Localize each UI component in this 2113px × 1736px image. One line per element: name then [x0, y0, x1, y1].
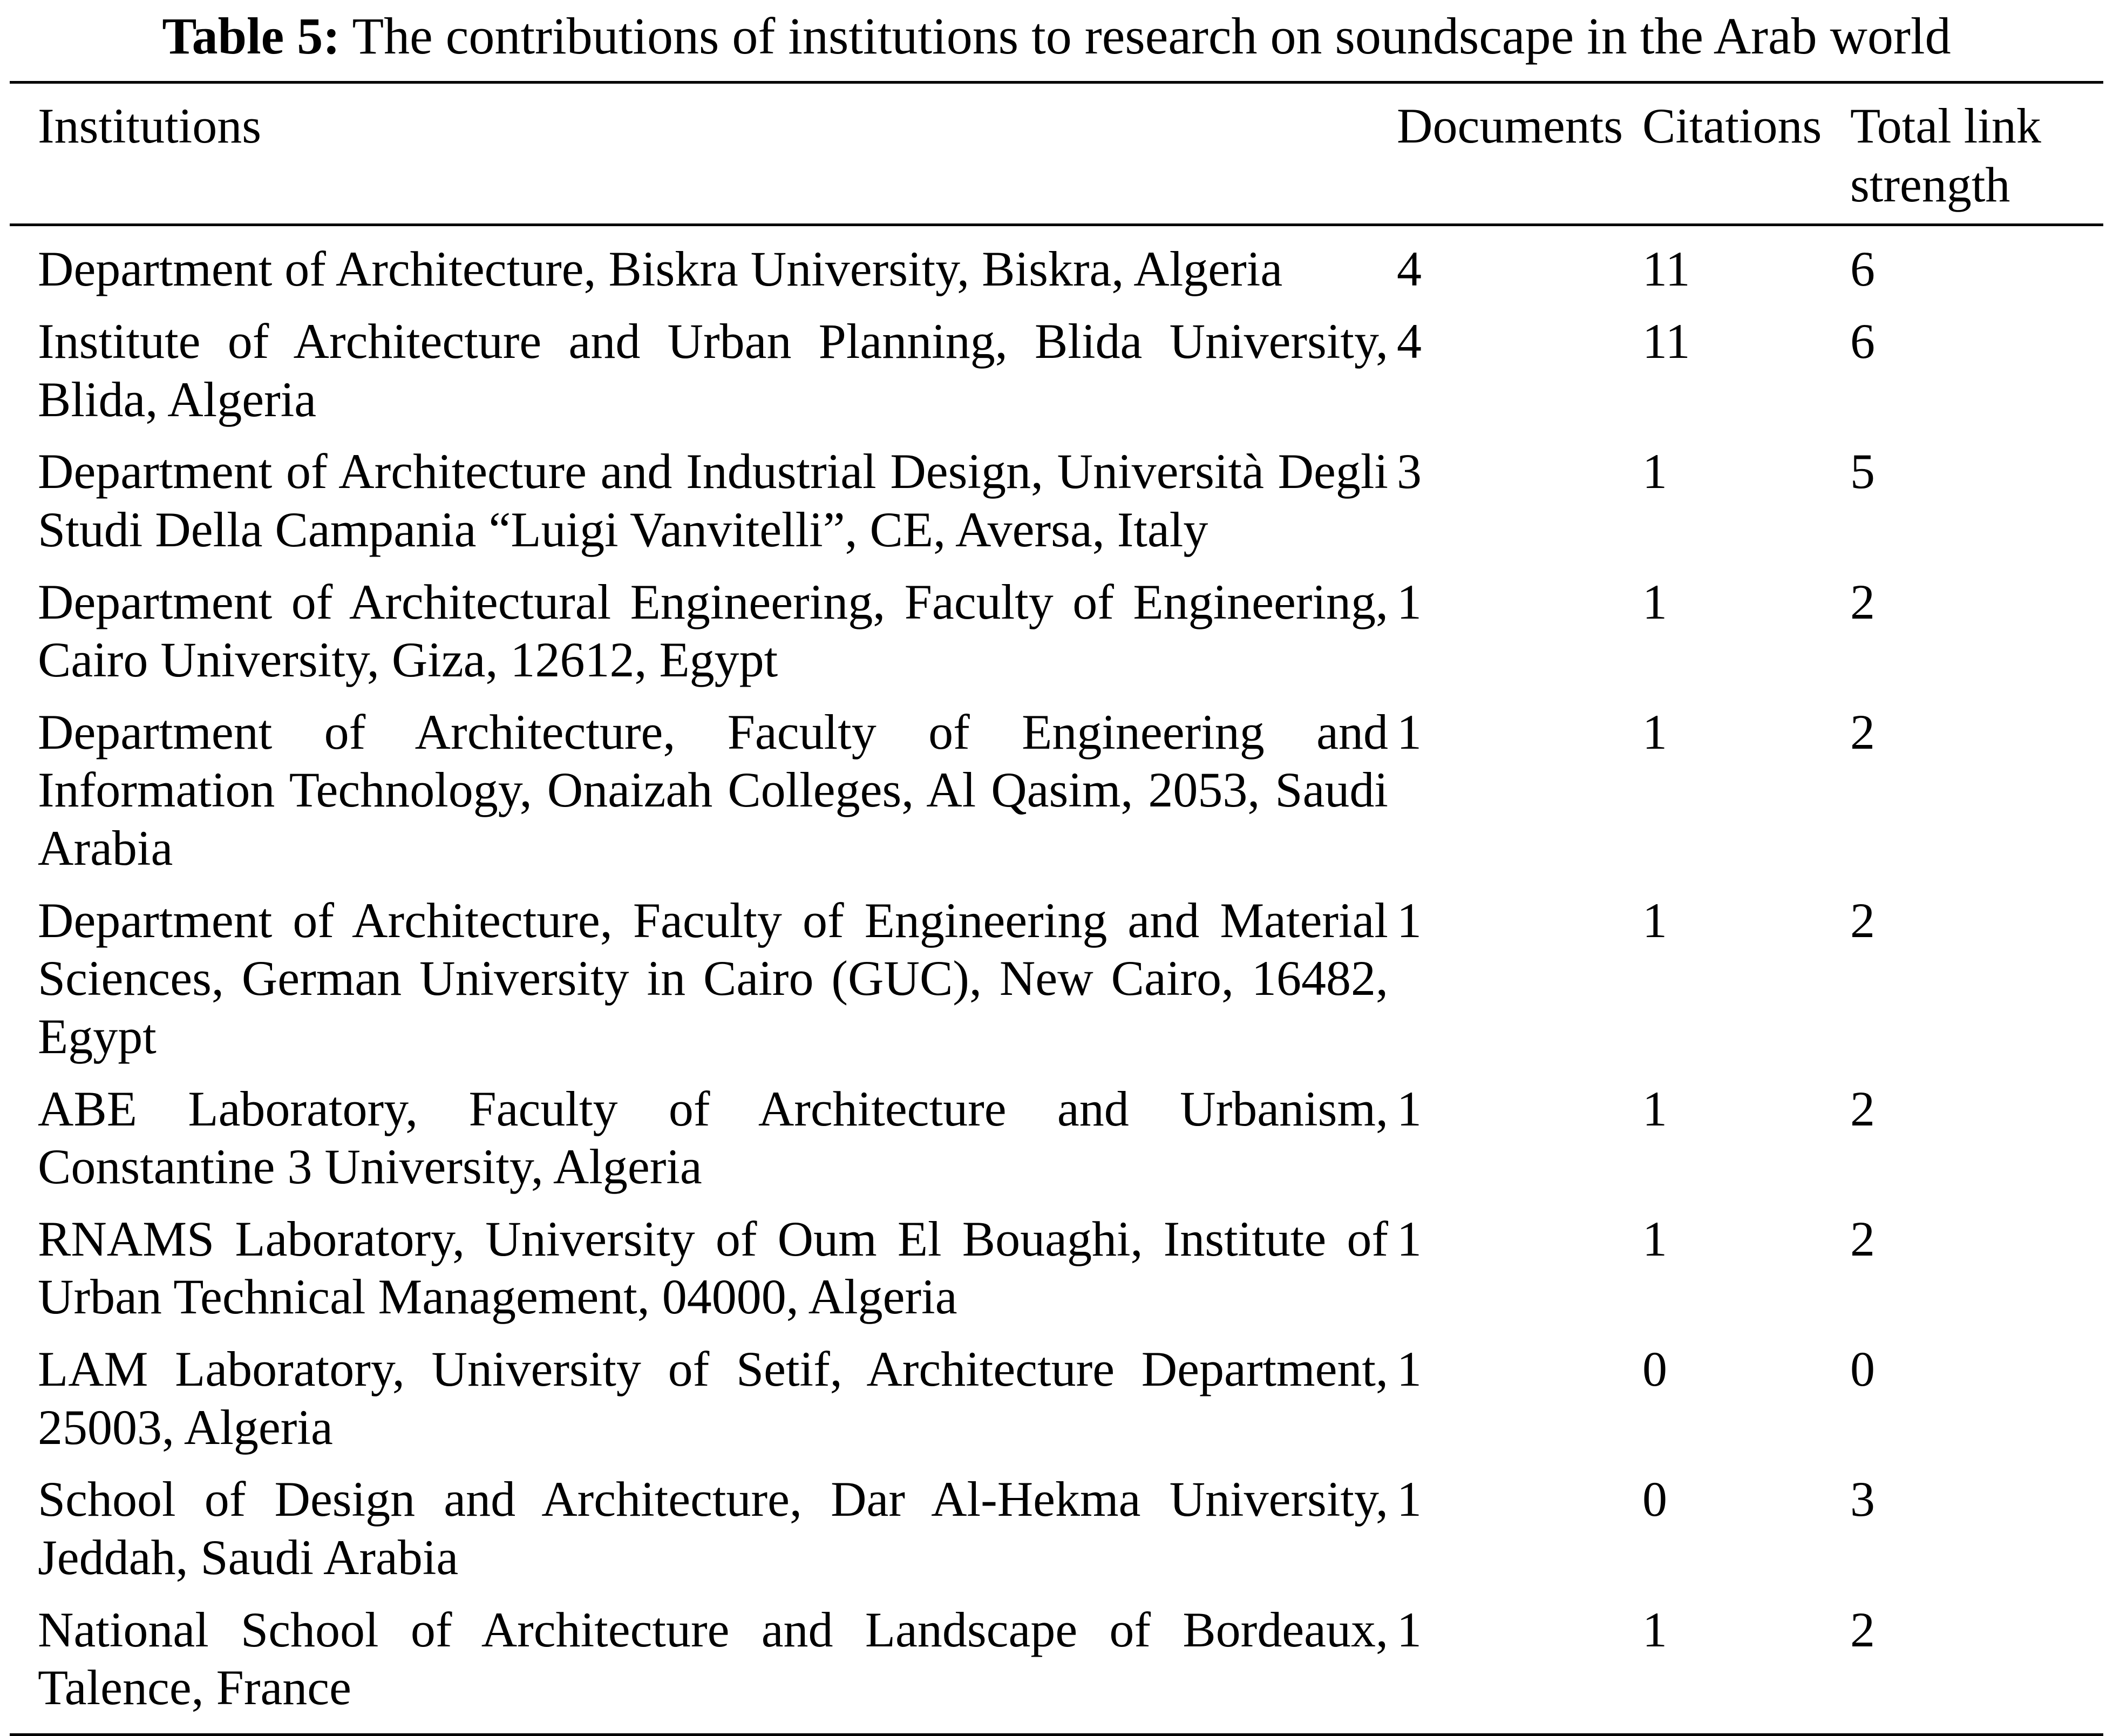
- documents-cell: 1: [1397, 574, 1422, 629]
- total-link-strength-cell: 3: [1850, 1471, 1875, 1527]
- table-caption-text: The contributions of institutions to research on soundscape in the Arab world: [352, 7, 1951, 65]
- citations-cell: 0: [1642, 1471, 1667, 1527]
- documents-cell: 1: [1397, 704, 1422, 760]
- table-row: [10, 1456, 2103, 1586]
- documents-cell: 4: [1397, 314, 1422, 369]
- table-row: [10, 1066, 2103, 1196]
- table-row: [10, 1326, 2103, 1456]
- table-caption: [10, 3, 2103, 81]
- citations-cell: 1: [1642, 892, 1667, 948]
- total-link-strength-cell: 2: [1850, 1602, 1875, 1657]
- citations-cell: 1: [1642, 704, 1667, 760]
- documents-cell: 1: [1397, 1602, 1422, 1657]
- citations-cell: 11: [1642, 241, 1690, 297]
- documents-cell: 1: [1397, 1081, 1422, 1136]
- institution-cell: Department of Architecture and Industrial Design, Università Degli Studi Della Campania “Luigi Vanvitelli”, CE, Aversa, Italy: [38, 444, 1388, 557]
- citations-cell: 0: [1642, 1341, 1667, 1397]
- documents-cell: 1: [1397, 1471, 1422, 1527]
- institution-cell: Department of Architecture, Biskra University, Biskra, Algeria: [38, 241, 1283, 297]
- institution-cell: LAM Laboratory, University of Setif, Architecture Department, 25003, Algeria: [38, 1341, 1388, 1455]
- documents-cell: 1: [1397, 892, 1422, 948]
- institutions-table: [10, 81, 2103, 1735]
- documents-cell: 1: [1397, 1341, 1422, 1397]
- citations-cell: 1: [1642, 1081, 1667, 1136]
- table-row: [10, 1587, 2103, 1735]
- table-header: [10, 83, 2103, 225]
- total-link-strength-cell: 0: [1850, 1341, 1875, 1397]
- table-row: [10, 689, 2103, 878]
- citations-cell: 1: [1642, 444, 1667, 499]
- table-header-row: [10, 83, 2103, 225]
- table-caption-number: Table 5:: [162, 7, 341, 65]
- total-link-strength-cell: 6: [1850, 314, 1875, 369]
- citations-cell: 1: [1642, 574, 1667, 629]
- header-citations: Citations: [1642, 83, 1850, 225]
- citations-cell: 11: [1642, 314, 1690, 369]
- table-row: [10, 559, 2103, 689]
- header-institutions: Institutions: [10, 83, 1397, 225]
- total-link-strength-cell: 2: [1850, 574, 1875, 629]
- total-link-strength-cell: 6: [1850, 241, 1875, 297]
- table-row: [10, 299, 2103, 429]
- total-link-strength-cell: 2: [1850, 704, 1875, 760]
- citations-cell: 1: [1642, 1211, 1667, 1266]
- total-link-strength-cell: 2: [1850, 1211, 1875, 1266]
- total-link-strength-cell: 2: [1850, 892, 1875, 948]
- table-row: [10, 429, 2103, 559]
- institution-cell: Institute of Architecture and Urban Planning, Blida University, Blida, Algeria: [38, 314, 1388, 427]
- documents-cell: 3: [1397, 444, 1422, 499]
- institution-cell: ABE Laboratory, Faculty of Architecture and Urbanism, Constantine 3 University, Algeria: [38, 1081, 1388, 1195]
- table-row: [10, 878, 2103, 1066]
- citations-cell: 1: [1642, 1602, 1667, 1657]
- table-row: [10, 225, 2103, 299]
- institution-cell: Department of Architecture, Faculty of Engineering and Information Technology, Onaizah Colleges, Al Qasim, 2053, Saudi Arabia: [38, 704, 1388, 876]
- documents-cell: 1: [1397, 1211, 1422, 1266]
- institution-cell: RNAMS Laboratory, University of Oum El Bouaghi, Institute of Urban Technical Management, 04000, Algeria: [38, 1211, 1388, 1325]
- institution-cell: Department of Architecture, Faculty of Engineering and Material Sciences, German University in Cairo (GUC), New Cairo, 16482, Egypt: [38, 892, 1388, 1064]
- institution-cell: National School of Architecture and Landscape of Bordeaux, Talence, France: [38, 1602, 1388, 1715]
- header-documents: Documents: [1397, 83, 1642, 225]
- header-total-link-strength: Total link strength: [1850, 83, 2103, 225]
- table-row: [10, 1196, 2103, 1326]
- total-link-strength-cell: 5: [1850, 444, 1875, 499]
- institution-cell: Department of Architectural Engineering, Faculty of Engineering, Cairo University, Giza, 12612, Egypt: [38, 574, 1388, 688]
- institution-cell: School of Design and Architecture, Dar Al-Hekma University, Jeddah, Saudi Arabia: [38, 1471, 1388, 1585]
- table-body: [10, 225, 2103, 1734]
- total-link-strength-cell: 2: [1850, 1081, 1875, 1136]
- documents-cell: 4: [1397, 241, 1422, 297]
